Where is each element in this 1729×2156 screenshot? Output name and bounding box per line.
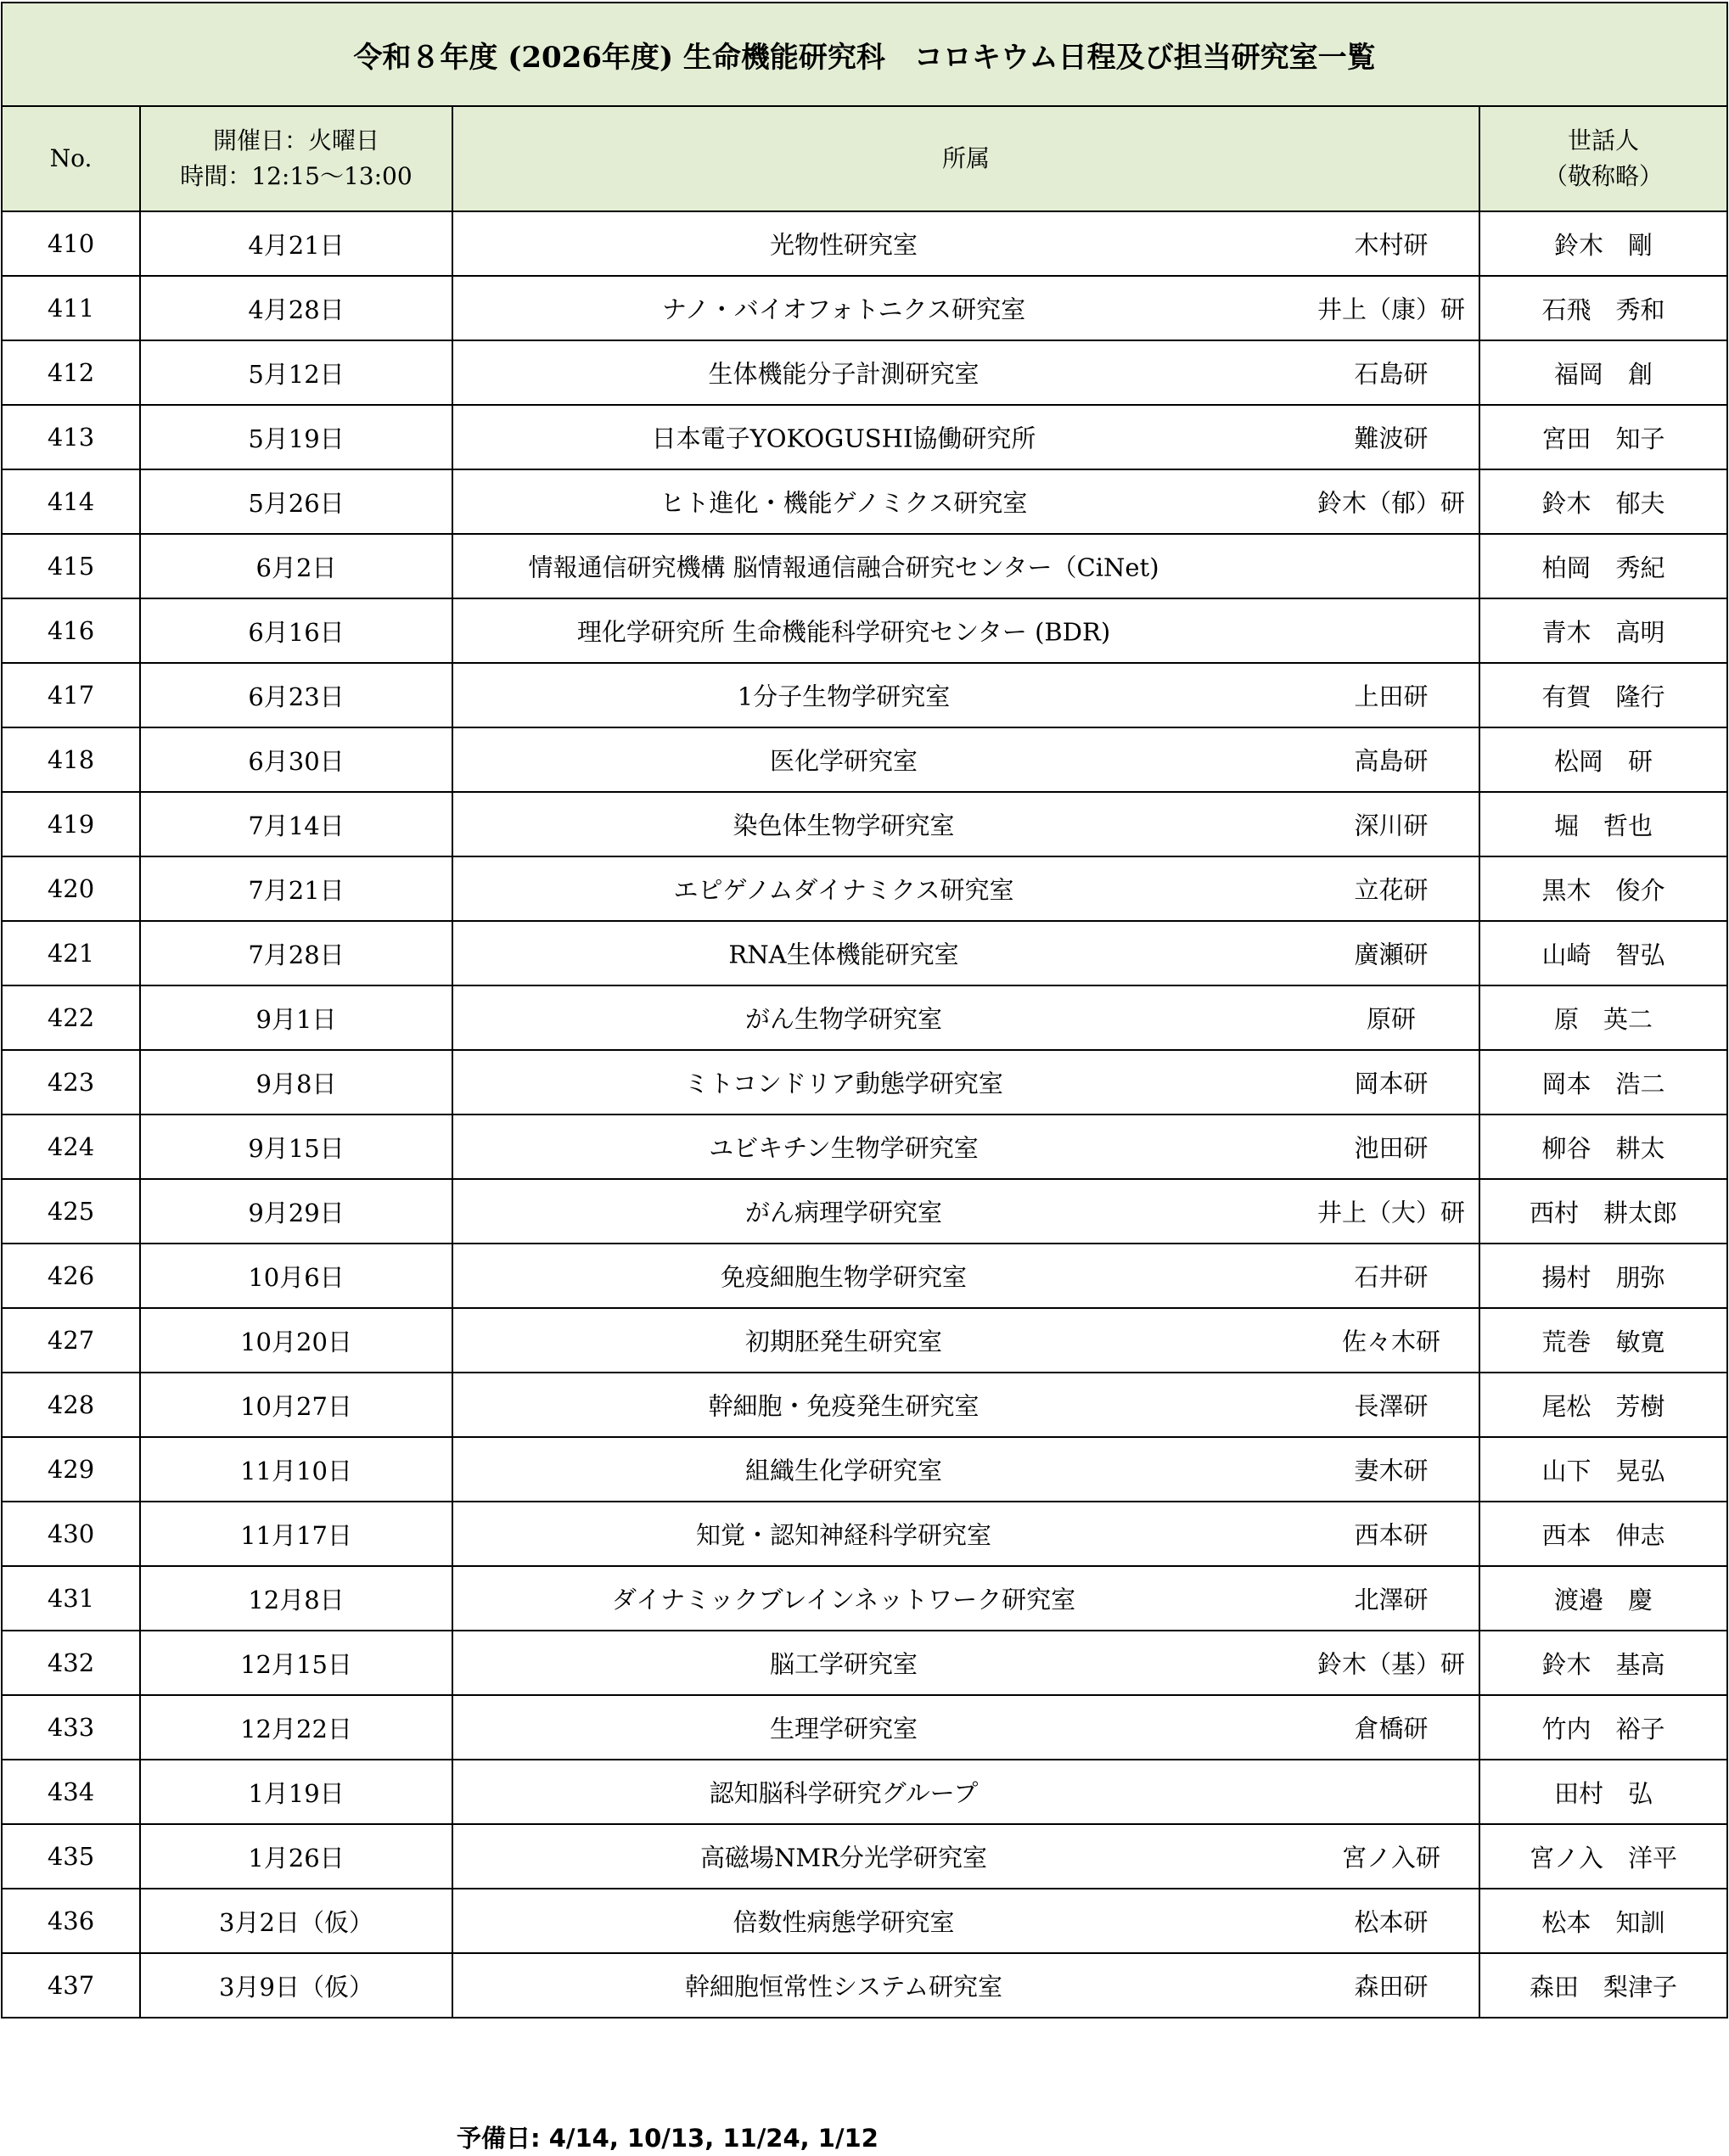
document-title: 令和８年度 (2026年度) 生命機能研究科 コロキウム日程及び担当研究室一覧	[2, 3, 1727, 106]
cell-affiliation	[452, 211, 1479, 276]
cell-affiliation	[452, 1695, 1479, 1760]
cell-date: 11月17日	[140, 1502, 452, 1566]
reserve-days-note: 予備日: 4/14, 10/13, 11/24, 1/12	[457, 2124, 879, 2153]
cell-affiliation	[452, 1114, 1479, 1179]
cell-date: 12月8日	[140, 1566, 452, 1631]
lab-name: 倍数性病態学研究室	[733, 1907, 955, 1937]
cell-date: 7月28日	[140, 921, 452, 985]
cell-host: 竹内 裕子	[1479, 1695, 1727, 1760]
cell-no: 414	[2, 469, 140, 534]
cell-no: 415	[2, 534, 140, 598]
cell-no: 434	[2, 1760, 140, 1824]
title-row	[2, 3, 1727, 106]
cell-affiliation	[452, 921, 1479, 985]
table-row	[2, 276, 1727, 340]
cell-date: 12月15日	[140, 1631, 452, 1695]
cell-host: 鈴木 郁夫	[1479, 469, 1727, 534]
cell-no: 410	[2, 211, 140, 276]
table-row	[2, 1889, 1727, 1953]
lab-short-name: 森田研	[1354, 1972, 1429, 2002]
lab-short-name: 木村研	[1354, 230, 1429, 260]
lab-name: ユビキチン生物学研究室	[709, 1133, 979, 1163]
lab-name: 知覚・認知神経科学研究室	[695, 1520, 991, 1550]
lab-name: 生体機能分子計測研究室	[708, 359, 980, 389]
cell-affiliation	[452, 1373, 1479, 1437]
lab-short-name: 原研	[1366, 1004, 1416, 1034]
cell-no: 428	[2, 1373, 140, 1437]
cell-no: 418	[2, 727, 140, 792]
lab-short-name: 深川研	[1354, 811, 1429, 840]
cell-affiliation	[452, 1566, 1479, 1631]
cell-no: 423	[2, 1050, 140, 1114]
schedule-rows	[2, 211, 1727, 2018]
header-host	[1479, 106, 1727, 211]
cell-no: 416	[2, 598, 140, 663]
header-affiliation: 所属	[452, 106, 1479, 211]
cell-host: 田村 弘	[1479, 1760, 1727, 1824]
cell-date: 6月16日	[140, 598, 452, 663]
cell-no: 432	[2, 1631, 140, 1695]
cell-date: 5月19日	[140, 405, 452, 469]
cell-affiliation	[452, 663, 1479, 727]
cell-no: 436	[2, 1889, 140, 1953]
cell-no: 417	[2, 663, 140, 727]
cell-no: 435	[2, 1824, 140, 1889]
cell-host: 宮ノ入 洋平	[1479, 1824, 1727, 1889]
lab-name: 組織生化学研究室	[744, 1456, 942, 1485]
table-row	[2, 405, 1727, 469]
lab-short-name: 鈴木（基）研	[1316, 1649, 1465, 1679]
header-row	[2, 106, 1727, 211]
cell-host: 山下 晃弘	[1479, 1437, 1727, 1502]
header-host-line2: （敬称略）	[1544, 162, 1664, 190]
lab-name: 医化学研究室	[769, 746, 918, 776]
cell-affiliation	[452, 1953, 1479, 2018]
cell-no: 419	[2, 792, 140, 856]
cell-affiliation	[452, 1050, 1479, 1114]
cell-affiliation	[452, 1824, 1479, 1889]
cell-date: 10月6日	[140, 1244, 452, 1308]
cell-date: 6月30日	[140, 727, 452, 792]
cell-date: 9月29日	[140, 1179, 452, 1244]
cell-no: 412	[2, 340, 140, 405]
cell-date: 9月15日	[140, 1114, 452, 1179]
table-row	[2, 1114, 1727, 1179]
cell-host: 福岡 創	[1479, 340, 1727, 405]
cell-host: 松岡 研	[1479, 727, 1727, 792]
lab-short-name: 妻木研	[1354, 1456, 1429, 1485]
cell-no: 425	[2, 1179, 140, 1244]
cell-host: 岡本 浩二	[1479, 1050, 1727, 1114]
header-date	[140, 106, 452, 211]
cell-host: 石飛 秀和	[1479, 276, 1727, 340]
table-row	[2, 856, 1727, 921]
table-row	[2, 1050, 1727, 1114]
lab-name: ナノ・バイオフォトニクス研究室	[661, 295, 1026, 324]
table-row	[2, 598, 1727, 663]
lab-name: 認知脳科学研究グループ	[709, 1778, 979, 1808]
cell-date: 5月12日	[140, 340, 452, 405]
lab-name: RNA生体機能研究室	[728, 940, 959, 969]
cell-no: 420	[2, 856, 140, 921]
cell-host: 鈴木 剛	[1479, 211, 1727, 276]
cell-no: 411	[2, 276, 140, 340]
header-no: No.	[2, 106, 140, 211]
cell-date: 4月28日	[140, 276, 452, 340]
lab-short-name: 高島研	[1354, 746, 1429, 776]
lab-short-name: 石井研	[1354, 1262, 1429, 1292]
table-row	[2, 985, 1727, 1050]
cell-host: 西本 伸志	[1479, 1502, 1727, 1566]
cell-host: 黒木 俊介	[1479, 856, 1727, 921]
cell-no: 427	[2, 1308, 140, 1373]
table-row	[2, 1824, 1727, 1889]
lab-name: 生理学研究室	[769, 1714, 918, 1743]
table-row	[2, 1179, 1727, 1244]
colloquium-schedule-table	[1, 2, 1728, 2018]
lab-short-name: 宮ノ入研	[1341, 1843, 1440, 1872]
lab-name: 初期胚発生研究室	[744, 1327, 942, 1356]
cell-no: 431	[2, 1566, 140, 1631]
cell-no: 421	[2, 921, 140, 985]
table-row	[2, 1244, 1727, 1308]
table-row	[2, 1308, 1727, 1373]
cell-host: 揚村 朋弥	[1479, 1244, 1727, 1308]
cell-host: 青木 高明	[1479, 598, 1727, 663]
lab-short-name: 鈴木（郁）研	[1316, 488, 1465, 518]
cell-date: 7月14日	[140, 792, 452, 856]
cell-date: 6月2日	[140, 534, 452, 598]
lab-short-name: 西本研	[1354, 1520, 1429, 1550]
header-host-line1: 世話人	[1568, 126, 1640, 154]
lab-name: ヒト進化・機能ゲノミクス研究室	[660, 488, 1028, 518]
lab-name: 情報通信研究機構 脳情報通信融合研究センター（CiNet)	[528, 553, 1159, 582]
cell-no: 437	[2, 1953, 140, 2018]
cell-affiliation	[452, 1244, 1479, 1308]
lab-name: エピゲノムダイナミクス研究室	[673, 875, 1014, 905]
cell-affiliation	[452, 1179, 1479, 1244]
cell-date: 3月2日（仮）	[140, 1889, 452, 1953]
header-date-line2: 時間：12:15～13:00	[180, 162, 413, 190]
cell-affiliation	[452, 1502, 1479, 1566]
cell-affiliation	[452, 1760, 1479, 1824]
cell-host: 有賀 隆行	[1479, 663, 1727, 727]
cell-host: 森田 梨津子	[1479, 1953, 1727, 2018]
cell-host: 柳谷 耕太	[1479, 1114, 1727, 1179]
cell-host: 荒巻 敏寛	[1479, 1308, 1727, 1373]
lab-short-name: 池田研	[1354, 1133, 1429, 1163]
table-row	[2, 1760, 1727, 1824]
lab-short-name: 石島研	[1354, 359, 1429, 389]
cell-date: 12月22日	[140, 1695, 452, 1760]
cell-affiliation	[452, 598, 1479, 663]
cell-affiliation	[452, 792, 1479, 856]
table-row	[2, 340, 1727, 405]
lab-short-name: 上田研	[1354, 682, 1429, 711]
cell-date: 11月10日	[140, 1437, 452, 1502]
cell-date: 6月23日	[140, 663, 452, 727]
lab-short-name: 井上（大）研	[1316, 1198, 1465, 1227]
lab-name: 光物性研究室	[769, 230, 918, 260]
cell-host: 堀 哲也	[1479, 792, 1727, 856]
table-row	[2, 469, 1727, 534]
table-row	[2, 1953, 1727, 2018]
cell-affiliation	[452, 856, 1479, 921]
cell-affiliation	[452, 1308, 1479, 1373]
cell-date: 7月21日	[140, 856, 452, 921]
lab-name: ミトコンドリア動態学研究室	[684, 1069, 1003, 1098]
table-row	[2, 727, 1727, 792]
table-row	[2, 1373, 1727, 1437]
cell-date: 10月20日	[140, 1308, 452, 1373]
lab-short-name: 松本研	[1354, 1907, 1429, 1937]
table-row	[2, 211, 1727, 276]
cell-host: 渡邉 慶	[1479, 1566, 1727, 1631]
table-row	[2, 1502, 1727, 1566]
lab-short-name: 岡本研	[1354, 1069, 1429, 1098]
cell-date: 3月9日（仮）	[140, 1953, 452, 2018]
lab-name: 理化学研究所 生命機能科学研究センター (BDR)	[576, 617, 1111, 647]
cell-date: 5月26日	[140, 469, 452, 534]
cell-host: 原 英二	[1479, 985, 1727, 1050]
lab-short-name: 倉橋研	[1354, 1714, 1429, 1743]
cell-date: 4月21日	[140, 211, 452, 276]
cell-affiliation	[452, 340, 1479, 405]
lab-name: 免疫細胞生物学研究室	[720, 1262, 967, 1292]
lab-name: がん病理学研究室	[744, 1198, 942, 1227]
lab-short-name: 佐々木研	[1341, 1327, 1440, 1356]
cell-date: 9月1日	[140, 985, 452, 1050]
cell-date: 9月8日	[140, 1050, 452, 1114]
lab-name: 染色体生物学研究室	[733, 811, 955, 840]
cell-affiliation	[452, 534, 1479, 598]
cell-affiliation	[452, 469, 1479, 534]
cell-host: 松本 知訓	[1479, 1889, 1727, 1953]
lab-short-name: 井上（康）研	[1316, 295, 1465, 324]
lab-short-name: 北澤研	[1354, 1585, 1429, 1614]
lab-short-name: 難波研	[1354, 424, 1429, 453]
cell-no: 422	[2, 985, 140, 1050]
cell-host: 柏岡 秀紀	[1479, 534, 1727, 598]
lab-name: 日本電子YOKOGUSHI協働研究所	[651, 424, 1036, 453]
lab-name: ダイナミックブレインネットワーク研究室	[611, 1585, 1076, 1614]
lab-name: がん生物学研究室	[744, 1004, 942, 1034]
lab-name: 高磁場NMR分光学研究室	[700, 1843, 987, 1872]
lab-short-name: 長澤研	[1354, 1391, 1429, 1421]
table-row	[2, 921, 1727, 985]
lab-name: 1分子生物学研究室	[737, 682, 951, 711]
header-date-line1: 開催日：火曜日	[212, 126, 379, 154]
cell-affiliation	[452, 1437, 1479, 1502]
cell-affiliation	[452, 985, 1479, 1050]
cell-host: 山崎 智弘	[1479, 921, 1727, 985]
cell-no: 413	[2, 405, 140, 469]
cell-date: 10月27日	[140, 1373, 452, 1437]
cell-date: 1月26日	[140, 1824, 452, 1889]
cell-host: 鈴木 基高	[1479, 1631, 1727, 1695]
cell-no: 430	[2, 1502, 140, 1566]
table-row	[2, 1566, 1727, 1631]
cell-affiliation	[452, 727, 1479, 792]
lab-short-name: 立花研	[1354, 875, 1429, 905]
cell-affiliation	[452, 276, 1479, 340]
cell-host: 尾松 芳樹	[1479, 1373, 1727, 1437]
cell-no: 426	[2, 1244, 140, 1308]
cell-host: 宮田 知子	[1479, 405, 1727, 469]
table-row	[2, 663, 1727, 727]
cell-date: 1月19日	[140, 1760, 452, 1824]
table-row	[2, 792, 1727, 856]
cell-no: 433	[2, 1695, 140, 1760]
cell-host: 西村 耕太郎	[1479, 1179, 1727, 1244]
lab-short-name: 廣瀬研	[1354, 940, 1429, 969]
table-row	[2, 1437, 1727, 1502]
table-row	[2, 1695, 1727, 1760]
table-row	[2, 1631, 1727, 1695]
cell-no: 424	[2, 1114, 140, 1179]
cell-affiliation	[452, 1889, 1479, 1953]
lab-name: 脳工学研究室	[769, 1649, 918, 1679]
table-row	[2, 534, 1727, 598]
lab-name: 幹細胞・免疫発生研究室	[708, 1391, 980, 1421]
lab-name: 幹細胞恒常性システム研究室	[684, 1972, 1003, 2002]
cell-affiliation	[452, 405, 1479, 469]
cell-affiliation	[452, 1631, 1479, 1695]
cell-no: 429	[2, 1437, 140, 1502]
